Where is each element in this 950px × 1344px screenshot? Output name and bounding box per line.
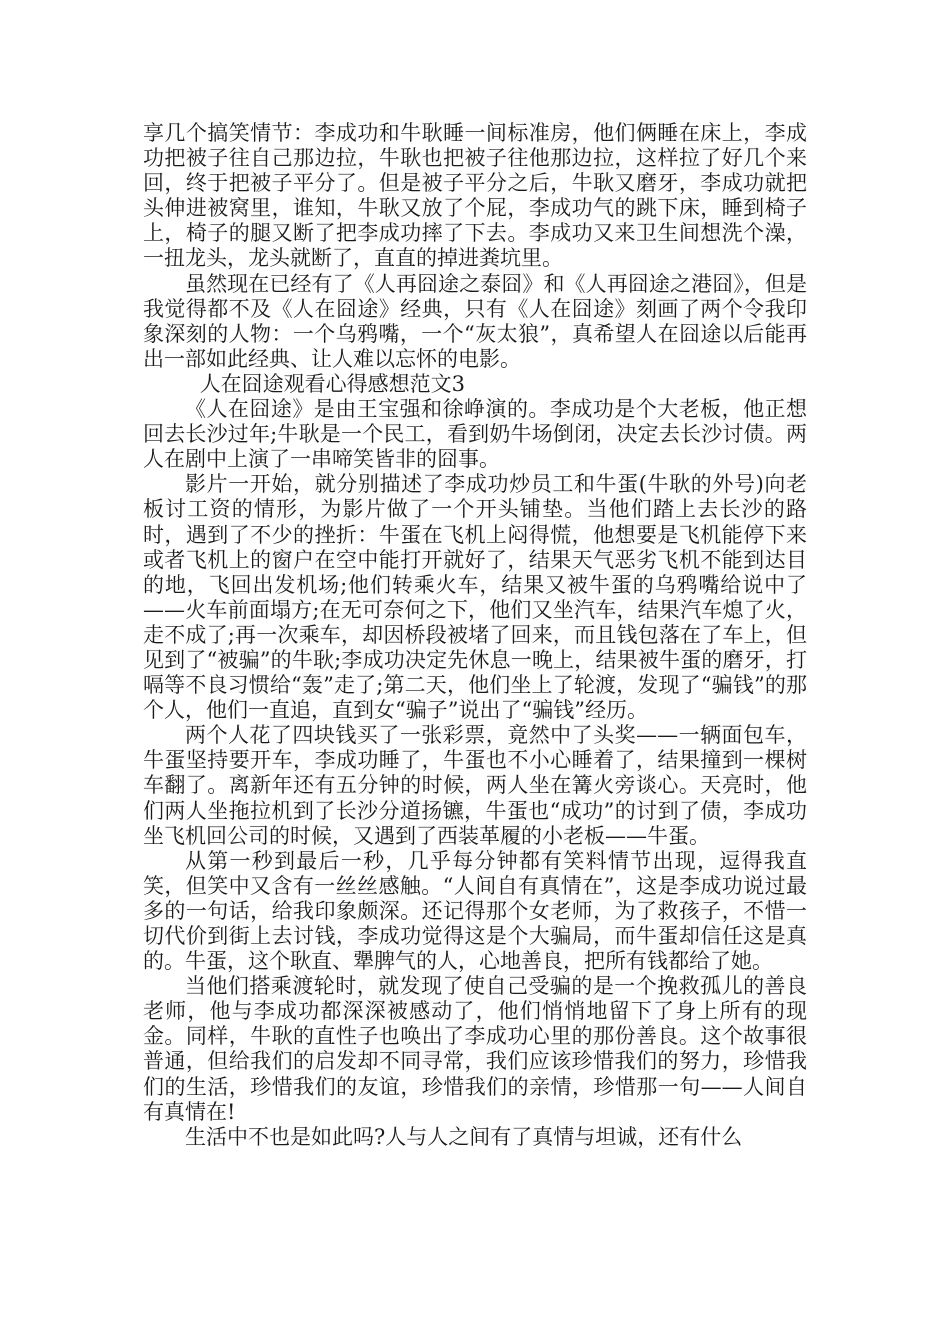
paragraph-body: 影片一开始，就分别描述了李成功炒员工和牛蛋(牛耿的外号)向老板讨工资的情形，为影片做了一个开头铺垫。当他们踏上去长沙的路时，遇到了不少的挫折：牛蛋在飞机上闷得慌，他想要是飞机能停下来或者飞机上的窗户在空中能打开就好了，结果天气恶劣飞机不能到达目的地，飞回出发机场;他们转乘火车，结果又被牛蛋的乌鸦嘴给说中了——火车前面塌方;在无可奈何之下，他们又坐汽车，结果汽车熄了火，走不成了;再一次乘车，却因桥段被堵了回来，而且钱包落在了车上，但见到了“被骗”的牛耿;李成功决定先休息一晚上，结果被牛蛋的磨牙，打嗝等不良习惯给“轰”走了;第二天，他们坐上了轮渡，发现了“骗钱”的那个人，他们一直追，直到女“骗子”说出了“骗钱”经历。	[143, 472, 807, 723]
document-page	[143, 121, 807, 1150]
section-heading: 人在囧途观看心得感想范文3	[199, 371, 466, 396]
paragraph-body: 当他们搭乘渡轮时，就发现了使自己受骗的是一个挽救孤儿的善良老师，他与李成功都深深被感动了，他们悄悄地留下了身上所有的现金。同样，牛耿的直性子也唤出了李成功心里的那份善良。这个故事很普通，但给我们的启发却不同寻常，我们应该珍惜我们的努力，珍惜我们的生活，珍惜我们的友谊，珍惜我们的亲情，珍惜那一句——人间自有真情在!	[143, 974, 807, 1124]
paragraph-continuation: 享几个搞笑情节：李成功和牛耿睡一间标准房，他们俩睡在床上，李成功把被子往自己那边拉，牛耿也把被子往他那边拉，这样拉了好几个来回，终于把被子平分了。但是被子平分之后，牛耿又磨牙，李成功就把头伸进被窝里，谁知，牛耿又放了个屁，李成功气的跳下床，睡到椅子上，椅子的腿又断了把李成功摔了下去。李成功又来卫生间想洗个澡，一扭龙头，龙头就断了，直直的掉进粪坑里。	[143, 121, 807, 271]
paragraph-body: 从第一秒到最后一秒，几乎每分钟都有笑料情节出现，逗得我直笑，但笑中又含有一丝丝感触。“人间自有真情在”，这是李成功说过最多的一句话，给我印象颇深。还记得那个女老师，为了救孩子，不惜一切代价到街上去讨钱，李成功觉得这是个大骗局，而牛蛋却信任这是真的。牛蛋，这个耿直、犟脾气的人，心地善良，把所有钱都给了她。	[143, 848, 807, 974]
paragraph-body: 虽然现在已经有了《人再囧途之泰囧》和《人再囧途之港囧》，但是我觉得都不及《人在囧途》经典，只有《人在囧途》刻画了两个令我印象深刻的人物：一个乌鸦嘴，一个“灰太狼”，真希望人在囧途以后能再出一部如此经典、让人难以忘怀的电影。	[143, 271, 807, 371]
paragraph-body: 两个人花了四块钱买了一张彩票，竟然中了头奖——一辆面包车，牛蛋坚持要开车，李成功睡了，牛蛋也不小心睡着了，结果撞到一棵树车翻了。离新年还有五分钟的时候，两人坐在篝火旁谈心。天亮时，他们两人坐拖拉机到了长沙分道扬镳，牛蛋也“成功”的讨到了债，李成功坐飞机回公司的时候，又遇到了西装革履的小老板——牛蛋。	[143, 723, 807, 848]
paragraph-body: 生活中不也是如此吗?人与人之间有了真情与坦诚，还有什么	[185, 1124, 743, 1149]
paragraph-body: 《人在囧途》是由王宝强和徐峥演的。李成功是个大老板，他正想回去长沙过年;牛耿是一个民工，看到奶牛场倒闭，决定去长沙讨债。两人在剧中上演了一串啼笑皆非的囧事。	[143, 397, 807, 472]
